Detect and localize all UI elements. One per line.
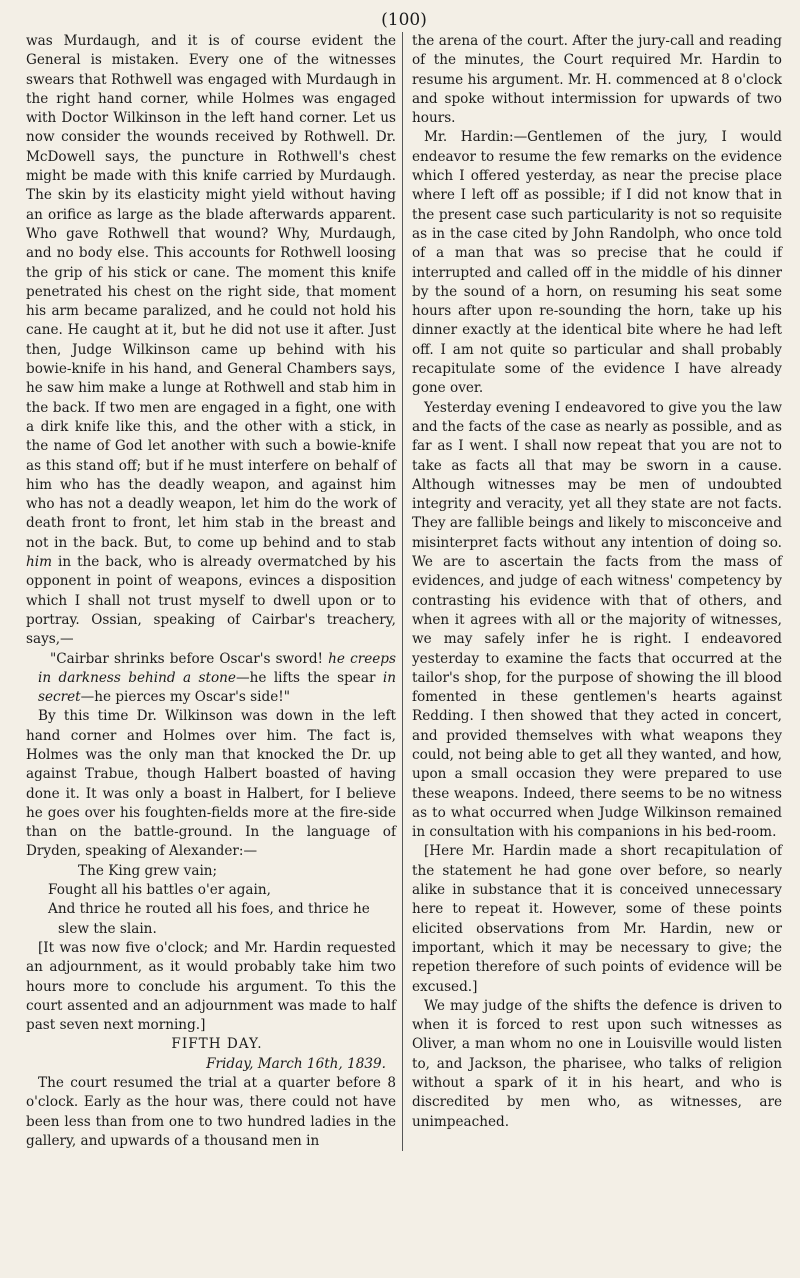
ossian-quote: "Cairbar shrinks before Oscar's sword! he creeps in darkness behind a stone—he lifts the spear in secret—he pierces my Oscar's side!" (38, 650, 396, 706)
poem-line: The King grew vain; (78, 862, 218, 879)
poem-line: And thrice he routed all his foes, and thrice he (48, 901, 370, 918)
right-column (408, 32, 782, 1151)
left-column (26, 32, 403, 1151)
page-number: (100) (381, 10, 427, 30)
paragraph: the arena of the court. After the jury-call and reading of the minutes, the Court required Mr. Hardin to resume his argument. Mr. H. commenced at 8 o'clock and spoke without intermission for upwards of two hours. (412, 33, 782, 127)
adjournment-note: [It was now five o'clock; and Mr. Hardin requested an adjournment, as it would probably take him two hours more to conclude his argument. To this the court assented and an adjournment was made to half past seven next morning.] (26, 939, 396, 1034)
paragraph: By this time Dr. Wilkinson was down in the left hand corner and Holmes over him. The fact is, Holmes was the only man that knocked the Dr. up against Trabue, though Halbert boasted of having done it. It was only a boast in Halbert, for I believe he goes over his foughten-fields more at the fire-side than on the battle-ground. In the language of Dryden, speaking of Alexander:— (26, 708, 396, 860)
section-heading: FIFTH DAY. (171, 1036, 263, 1053)
paragraph: was Murdaugh, and it is of course evident the General is mistaken. Every one of the witnesses swears that Rothwell was engaged with Murdaugh in the right hand corner, while Holmes was engaged with Doctor Wilkinson in the left hand corner. Let us now consider the wounds received by Rothwell. Dr. McDowell says, the puncture in Rothwell's chest might be made with this knife carried by Murdaugh. The skin by its elasticity might yield without having an orifice as large as the blade afterwards apparent. Who gave Rothwell that wound? Why, Murdaugh, and no body else. This accounts for Rothwell loosing the grip of his stick or cane. The moment this knife penetrated his chest on the right side, that moment his arm became paralized, and he could not hold his cane. He caught at it, but he did not use it after. Just then, Judge Wilkinson came up behind with his bowie-knife in his hand, and General Chambers says, he saw him make a lunge at Rothwell and stab him in the back. If two men are engaged in a fight, one with a dirk knife like this, and the other with a stick, in the name of God let another with such a bowie-knife as this stand off; but if he must interfere on behalf of him who has the deadly weapon, and against him who has not a deadly weapon, let him do the work of death front to front, let him stab in the breast and not in the back. But, to come up behind and to stab him in the back, who is already overmatched by his opponent in point of weapons, evinces a disposition which I shall not trust myself to dwell upon or to portray. Ossian, speaking of Cairbar's treachery, says,— (26, 33, 396, 648)
paragraph: The court resumed the trial at a quarter before 8 o'clock. Early as the hour was, there could not have been less than from one to two hundred ladies in the gallery, and upwards of a thousand men in (26, 1075, 396, 1149)
poem-line: Fought all his battles o'er again, (48, 882, 271, 899)
poem-line: slew the slain. (58, 920, 157, 937)
paragraph: We may judge of the shifts the defence is driven to when it is forced to rest upon such witnesses as Oliver, a man whom no one in Louisville would listen to, and Jackson, the pharisee, who talks of religion without a spark of it in his heart, and who is discredited by men who, as witnesses, are unimpeached. (412, 997, 782, 1130)
dryden-poem (48, 862, 396, 939)
paragraph: Mr. Hardin:—Gentlemen of the jury, I would endeavor to resume the few remarks on the evidence which I offered yesterday, as near the precise place where I left off as possible; if I did not know that in the present case such particularity is not so requisite as in the case cited by John Randolph, who once told of a man that was so precise that he could if interrupted and called off in the middle of his dinner by the sound of a horn, on resuming his seat some hours after upon re-sounding the horn, take up his dinner exactly at the identical bite where he had left off. I am not quite so particular and shall probably recapitulate some of the evidence I have already gone over. (412, 129, 782, 397)
recapitulation-note: [Here Mr. Hardin made a short recapitulation of the statement he had gone over before, so nearly alike in substance that it is conceived unnecessary here to repeat it. However, some of these points elicited observations from Mr. Hardin, new or important, which it may be necessary to give; the repetion therefore of such points of evidence will be excused.] (412, 843, 782, 995)
dateline: Friday, March 16th, 1839. (206, 1055, 386, 1072)
text-columns (26, 32, 782, 1151)
paragraph: Yesterday evening I endeavored to give you the law and the facts of the case as nearly as possible, and as far as I went. I shall now repeat that you are not to take as facts all that may be sworn in a cause. Although witnesses may be men of undoubted integrity and veracity, yet all they state are not facts. They are fallible beings and likely to misconceive and misinterpret facts without any intention of doing so. We are to ascertain the facts from the mass of evidences, and judge of each witness' competency by contrasting his evidence with that of others, and when it agrees with all or the majority of witnesses, we may safely infer he is right. I endeavored yesterday to examine the facts that occurred at the tailor's shop, for the purpose of showing the ill blood fomented in these gentlemen's hearts against Redding. I then showed that they acted in concert, and provided themselves with what weapons they could, not being able to get all they wanted, and how, upon a small occasion they were prepared to use these weapons. Indeed, there seems to be no witness as to what occurred when Judge Wilkinson remained in consultation with his companions in his bed-room. (412, 399, 782, 841)
